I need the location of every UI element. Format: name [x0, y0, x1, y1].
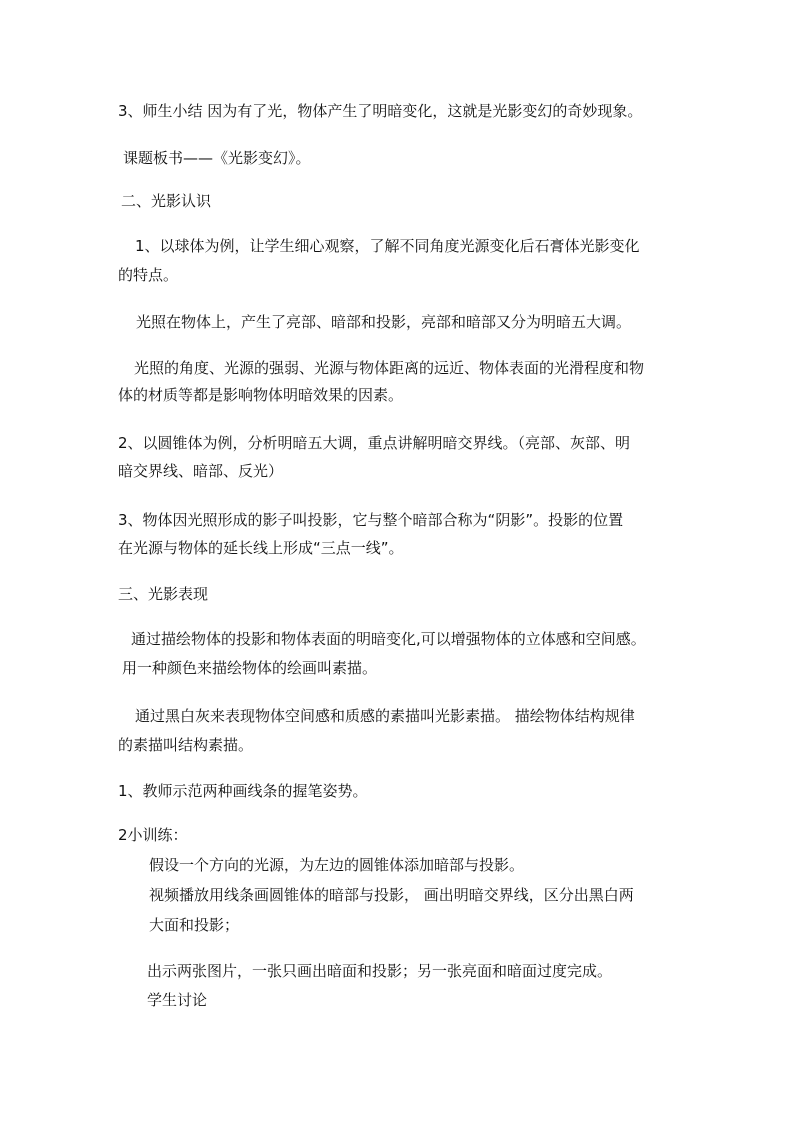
- paragraph-line: 通过黑白灰来表现物体空间感和质感的素描叫光影素描。 描绘物体结构规律: [135, 707, 635, 725]
- paragraph-line: 的素描叫结构素描。: [118, 736, 254, 754]
- paragraph-line: 在光源与物体的延长线上形成“三点一线”。: [118, 539, 404, 557]
- paragraph-line: 假设一个方向的光源，为左边的圆锥体添加暗部与投影。: [149, 856, 525, 874]
- paragraph-line: 大面和投影；: [149, 916, 240, 934]
- paragraph-line: 3、物体因光照形成的影子叫投影，它与整个暗部合称为“阴影”。投影的位置: [118, 511, 624, 529]
- paragraph-line: 出示两张图片，一张只画出暗面和投影；另一张亮面和暗面过度完成。: [147, 962, 613, 980]
- paragraph-line: 通过描绘物体的投影和物体表面的明暗变化,可以增强物体的立体感和空间感。: [131, 630, 646, 648]
- section-heading-2: 二、光影认识: [121, 192, 212, 210]
- paragraph-line: 光照的角度、光源的强弱、光源与物体距离的远近、物体表面的光滑程度和物: [134, 359, 645, 377]
- section-heading-3: 三、光影表现: [118, 585, 209, 603]
- paragraph-line: 视频播放用线条画圆锥体的暗部与投影， 画出明暗交界线，区分出黑白两: [149, 886, 634, 904]
- paragraph-line: 用一种颜色来描绘物体的绘画叫素描。: [122, 659, 378, 677]
- topic-title-line: 课题板书——《光影变幻》。: [123, 149, 311, 167]
- paragraph-line: 2、以圆锥体为例，分析明暗五大调，重点讲解明暗交界线。（亮部、灰部、明: [118, 434, 631, 452]
- paragraph-line: 2小训练：: [118, 826, 188, 844]
- paragraph-line: 1、以球体为例，让学生细心观察，了解不同角度光源变化后石膏体光影变化: [135, 237, 640, 255]
- paragraph-line: 暗交界线、暗部、反光）: [118, 462, 284, 480]
- summary-line: 3、师生小结 因为有了光，物体产生了明暗变化，这就是光影变幻的奇妙现象。: [118, 102, 643, 120]
- paragraph-line: 的特点。: [118, 266, 179, 284]
- paragraph-line: 光照在物体上，产生了亮部、暗部和投影，亮部和暗部又分为明暗五大调。: [136, 313, 632, 331]
- paragraph-line: 体的材质等都是影响物体明暗效果的因素。: [118, 386, 404, 404]
- paragraph-line: 学生讨论: [147, 991, 208, 1009]
- paragraph-line: 1、教师示范两种画线条的握笔姿势。: [118, 782, 368, 800]
